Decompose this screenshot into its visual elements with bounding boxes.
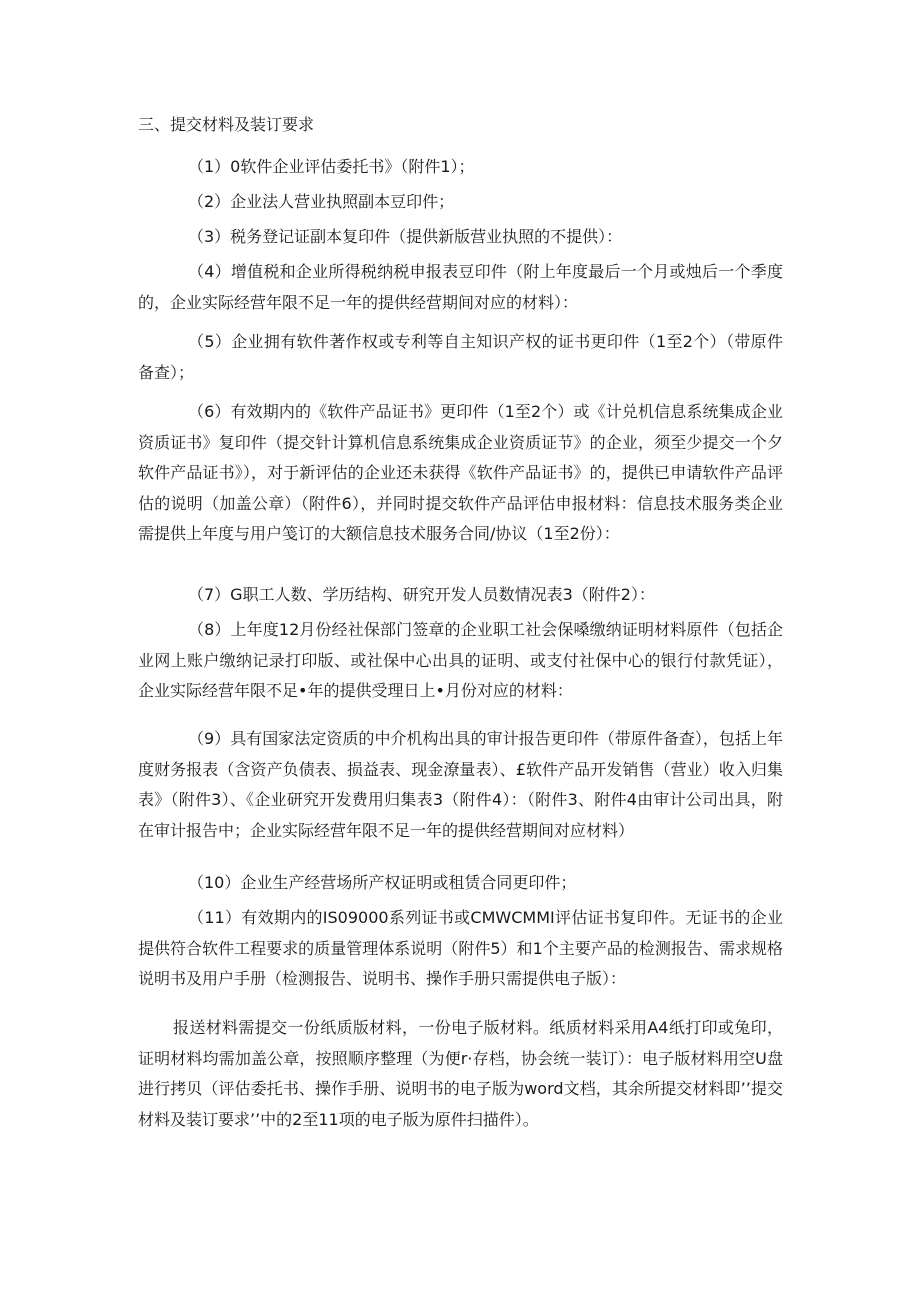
item-2: （2）企业法人营业执照副本豆印件； (188, 192, 455, 211)
item-10: （10）企业生产经营场所产权证明或租赁合同更印件； (188, 873, 577, 892)
closing-paragraph: 报送材料需提交一份纸质版材料，一份电子版材料。纸质材料采用A4纸打印或兔印，证明材料均需加盖公章，按照顺序整理（为便r·存档，协会统一装订）：电子版材料用空U盘进行拷贝（评估委托书、操作手册、说明书的电子版为word文档，其余所提交材料即’’提交材料及装订要求’’中的2至11项的电子版为原件扫描件）。 (138, 1018, 783, 1129)
item-8: （8）上年度12月份经社保部门签章的企业职工社会保嗓缴纳证明材料原件（包括企业网上账户缴纳记录打印版、或社保中心出具的证明、或支付社保中心的银行付款凭证），企业实际经营年限不足•年的提供受理日上•月份对应的材料： (138, 620, 783, 700)
item-6: （6）有效期内的《软件产品证书》更印件（1至2个）或《计兑机信息系统集成企业资质证书》复印件（提交针计算机信息系统集成企业资质证节》的企业，须至少提交一个夕软件产品证书》），对于新评估的企业还未获得《软件产品证书》的，提供已申请软件产品评估的说明（加盖公章）（附件6），并同时提交软件产品评估申报材料：信息技术服务类企业需提供上年度与用户笺订的大额信息技术服务合同/协议（1至2份）： (138, 402, 783, 543)
item-7: （7）G职工人数、学历结构、研究开发人员数情况表3（附件2）： (188, 585, 655, 604)
item-4: （4）增值税和企业所得税纳税申报表豆印件（附上年度最后一个月或烛后一个季度的，企业实际经营年限不足一年的提供经营期间对应的材料）： (138, 262, 783, 312)
item-9: （9）具有国家法定资质的中介机构出具的审计报告更印件（带原件备查），包括上年度财务报表（含资产负债表、损益表、现金潦量表）、£软件产品开发销售（营业）收入归集表》（附件3）、《企业研究开发费用归集表3（附件4）：（附件3、附件4由审计公司出具，附在审计报告中；企业实际经营年限不足一年的提供经营期间对应材料） (138, 729, 783, 840)
item-3: （3）税务登记证副本复印件（提供新版营业执照的不提供）： (188, 227, 623, 246)
item-1: （1）0软件企业评估委托书》（附件1）； (188, 157, 475, 176)
item-11: （11）有效期内的IS09000系列证书或CMWCMMI评估证书复印件。无证书的企业提供符合软件工程要求的质量管理体系说明（附件5）和1个主要产品的检测报告、需求规格说明书及用户手册（检测报告、说明书、操作手册只需提供电子版）： (138, 908, 783, 988)
section-heading: 三、提交材料及装订要求 (138, 115, 315, 134)
item-5: （5）企业拥有软件著作权或专利等自主知识产权的证书更印件（1至2个）（带原件备查）； (138, 332, 783, 382)
